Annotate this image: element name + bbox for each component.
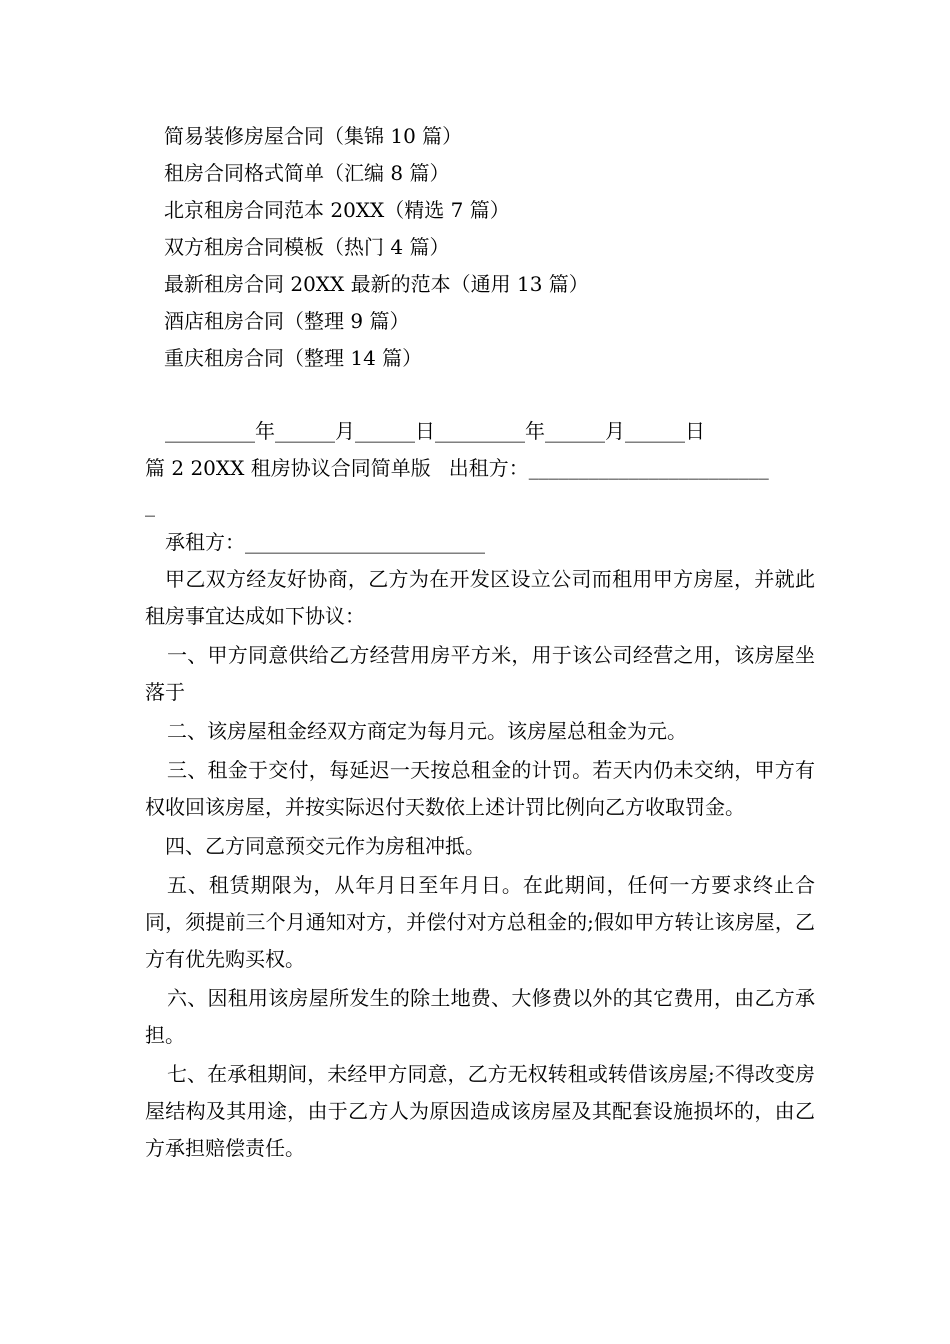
related-article-link[interactable]: 最新租房合同 20XX 最新的范本（通用 13 篇） [164, 272, 589, 296]
clause-5: 五、租赁期限为，从年月日至年月日。在此期间，任何一方要求终止合同，须提前三个月通知对方，并偿付对方总租金的;假如甲方转让该房屋，乙方有优先购买权。 [145, 873, 815, 971]
lessee-field: 承租方：________________________ [165, 530, 485, 554]
related-articles-list [164, 118, 589, 377]
article-heading: 篇 2 20XX 租房协议合同简单版 [145, 456, 431, 480]
clause-7: 七、在承租期间，未经甲方同意，乙方无权转租或转借该房屋;不得改变房屋结构及其用途，由于乙方人为原因造成该房屋及其配套设施损坏的，由乙方承担赔偿责任。 [145, 1062, 815, 1160]
related-article-link[interactable]: 双方租房合同模板（热门 4 篇） [164, 235, 450, 259]
related-article-link[interactable]: 北京租房合同范本 20XX（精选 7 篇） [164, 198, 510, 222]
lessor-field: 出租方：________________________ [448, 456, 769, 480]
clause-1: 一、甲方同意供给乙方经营用房平方米，用于该公司经营之用，该房屋坐落于 [145, 643, 815, 704]
related-article-link[interactable]: 酒店租房合同（整理 9 篇） [164, 309, 410, 333]
heading-line [145, 450, 815, 487]
clause-2: 二、该房屋租金经双方商定为每月元。该房屋总租金为元。 [167, 719, 687, 743]
related-article-link[interactable]: 租房合同格式简单（汇编 8 篇） [164, 161, 450, 185]
clause-4: 四、乙方同意预交元作为房租冲抵。 [165, 834, 485, 858]
intro-paragraph: 甲乙双方经友好协商，乙方为在开发区设立公司而租用甲方房屋，并就此租房事宜达成如下协议： [145, 567, 815, 628]
lessor-overflow: _ [145, 493, 155, 517]
date-line: _________年______月______日_________年______月______日 [165, 419, 705, 443]
contract-body [145, 413, 815, 1169]
clause-3: 三、租金于交付，每延迟一天按总租金的计罚。若天内仍未交纳，甲方有权收回该房屋，并按实际迟付天数依上述计罚比例向乙方收取罚金。 [145, 758, 815, 819]
related-article-link[interactable]: 简易装修房屋合同（集锦 10 篇） [164, 124, 463, 148]
clause-6: 六、因租用该房屋所发生的除土地费、大修费以外的其它费用，由乙方承担。 [145, 986, 815, 1047]
related-article-link[interactable]: 重庆租房合同（整理 14 篇） [164, 346, 423, 370]
